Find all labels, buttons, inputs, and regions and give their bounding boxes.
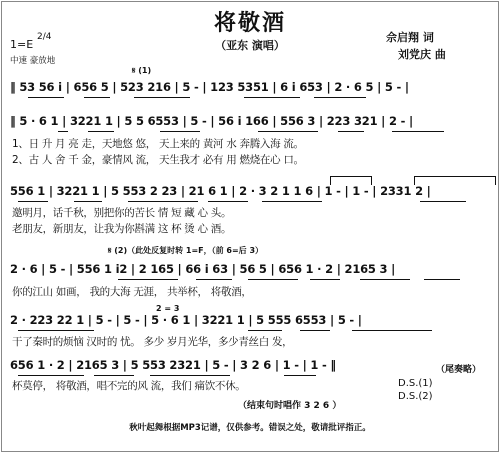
music-line-1: ‖ 53 56 i | 656 5 | 523 216 | 5 - | 123 5351 | 6 i 653 | 2 · 6 5 | 5 - | xyxy=(10,80,409,94)
equivalence-mark: 2 = 3 xyxy=(156,304,180,313)
key-signature: 1=E xyxy=(10,38,34,51)
music-line-4: 2 · 6 | 5 - | 556 1 i2 | 2 165 | 66 i 63 | 56 5 | 656 1 · 2 | 2165 3 | xyxy=(10,262,396,276)
song-title: 将敬酒 xyxy=(213,11,286,36)
tempo-marking: 中速 豪放地 xyxy=(10,56,56,66)
lyric-line-3-verse-2: 老朋友，新朋友，让我为你斟满 这 杯 烫 心 酒。 xyxy=(12,223,232,235)
time-signature: 2/4 xyxy=(37,32,52,42)
lyric-line-3-verse-1: 邀明月，话千秋，别把你的苦长 情 短 藏 心 头。 xyxy=(12,207,232,219)
music-line-3: 556 1 | 3221 1 | 5 553 2 23 | 21 6 1 | 2 · 3 2 1 1 6 | 1 - | 1 - | 2331 2 | xyxy=(10,184,431,198)
ending-note: （结束句时唱作 3 2 6 ） xyxy=(238,401,342,411)
outro-note: （尾奏略） xyxy=(436,365,482,375)
music-line-6: 656 1 · 2 | 2165 3 | 5 553 2321 | 5 - | 3 2 6 | 1 - | 1 - ‖ xyxy=(10,358,336,372)
performer-credit: （亚东 演唱） xyxy=(215,39,285,52)
lyric-line-6: 杯莫停， 将敬酒，唱不完的风 流，我们 痛饮不休。 xyxy=(12,380,246,392)
lyric-line-2-verse-1: 1、日 升 月 亮 走，天地悠 悠， 天上来的 黄河 水 奔腾入海 流。 xyxy=(12,138,304,150)
composer-credit: 刘党庆 曲 xyxy=(398,48,446,61)
segno-mark-2: 𝄋 (2)（此处反复时转 1=F，（前 6=后 3） xyxy=(108,246,264,255)
lyric-line-5: 干了秦时的烦恼 汉时的 忧。 多少 岁月光华，多少青丝白 发， xyxy=(12,336,293,348)
dal-segno-2: D.S.(2) xyxy=(398,391,433,402)
music-line-2: ‖ 5 · 6 1 | 3221 1 | 5 5 6553 | 5 - | 56 i 166 | 556 3 | 223 321 | 2 - | xyxy=(10,114,413,128)
music-line-5: 2 · 223 22 1 | 5 - | 5 - | 5 · 6 1 | 3221 1 | 5 555 6553 | 5 - | xyxy=(10,313,362,327)
segno-mark-1: 𝄋 (1) xyxy=(132,66,152,75)
lyric-line-4: 你的江山 如画， 我的大海 无涯， 共举杯， 将敬酒， xyxy=(12,286,252,298)
lyricist-credit: 佘启翔 词 xyxy=(386,31,434,44)
lyric-line-2-verse-2: 2、古 人 舍 千 金，豪情风 流， 天生我才 必有 用 燃烧在心 口。 xyxy=(12,154,304,166)
dal-segno-1: D.S.(1) xyxy=(398,378,433,389)
transcription-note: 秋叶起舞根据MP3记谱，仅供参考。错误之处，敬请批评指正。 xyxy=(129,423,371,433)
